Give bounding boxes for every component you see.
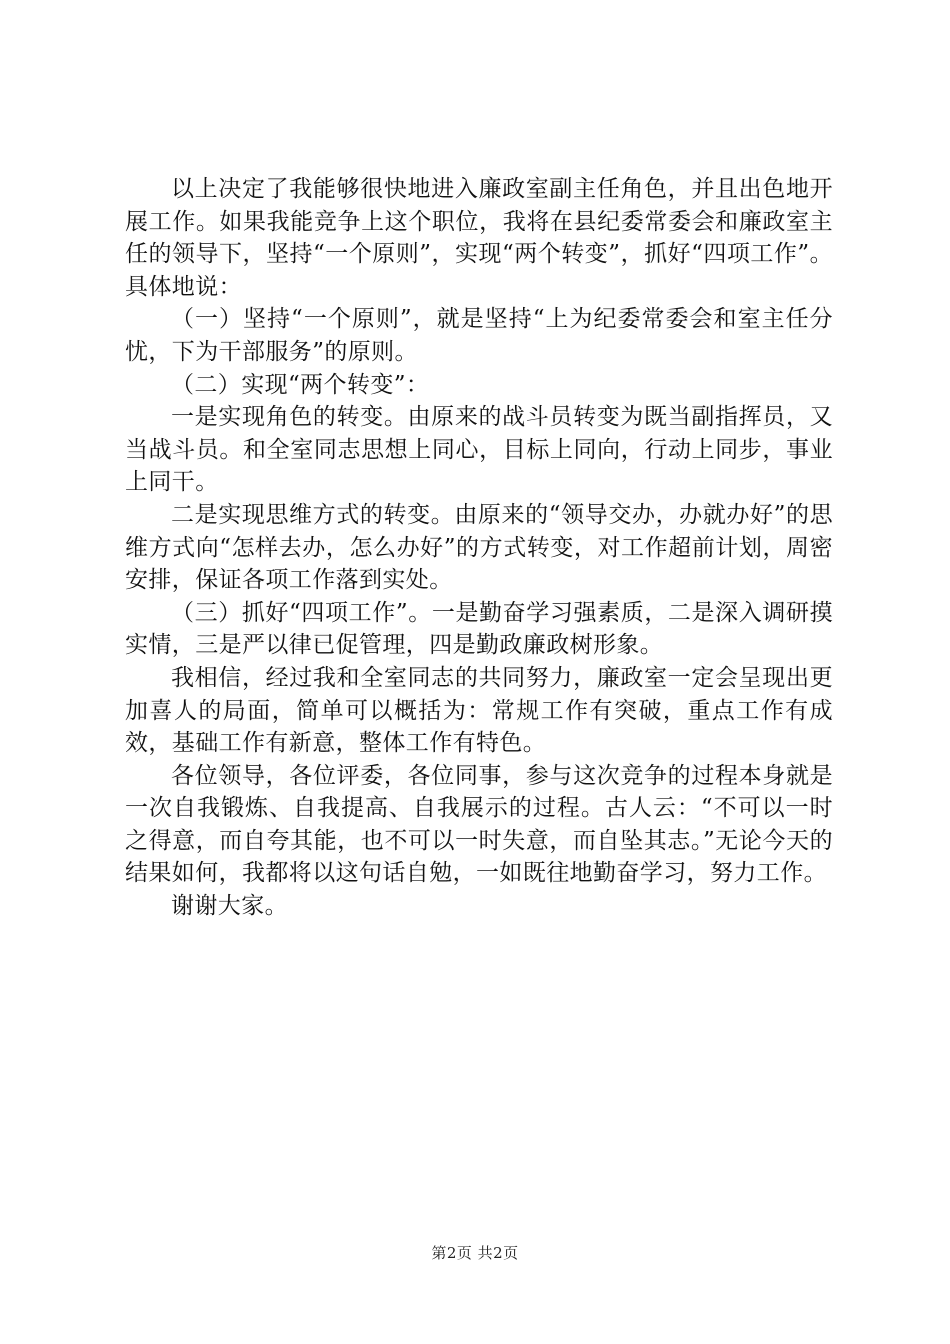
paragraph-thinking-change: 二是实现思维方式的转变。由原来的“领导交办，办就办好”的思维方式向“怎样去办，怎么办好”的方式转变，对工作超前计划，周密安排，保证各项工作落到实处。 bbox=[125, 501, 833, 594]
paragraph-four-tasks: （三）抓好“四项工作”。一是勤奋学习强素质，二是深入调研摸实情，三是严以律已促管理，四是勤政廉政树形象。 bbox=[125, 599, 833, 659]
paragraph-confidence: 我相信，经过我和全室同志的共同努力，廉政室一定会呈现出更加喜人的局面，简单可以概括为：常规工作有突破，重点工作有成效，基础工作有新意，整体工作有特色。 bbox=[125, 664, 833, 757]
paragraph-role-change: 一是实现角色的转变。由原来的战斗员转变为既当副指挥员，又当战斗员。和全室同志思想上同心，目标上同向，行动上同步，事业上同干。 bbox=[125, 404, 833, 496]
page-footer: 第2页 共2页 bbox=[431, 1244, 519, 1262]
paragraph-two-changes-heading: （二）实现“两个转变”： bbox=[171, 371, 430, 398]
document-body bbox=[125, 173, 833, 923]
paragraph-closing: 各位领导，各位评委，各位同事，参与这次竞争的过程本身就是一次自我锻炼、自我提高、自我展示的过程。古人云：“不可以一时之得意，而自夸其能，也不可以一时失意，而自坠其志。”无论今天的结果如何，我都将以这句话自勉，一如既往地勤奋学习，努力工作。 bbox=[125, 762, 833, 887]
paragraph-thanks: 谢谢大家。 bbox=[171, 893, 288, 920]
paragraph-principle: （一）坚持“一个原则”，就是坚持“上为纪委常委会和室主任分忧，下为干部服务”的原则。 bbox=[125, 306, 833, 365]
paragraph-intro: 以上决定了我能够很快地进入廉政室副主任角色，并且出色地开展工作。如果我能竞争上这个职位，我将在县纪委常委会和廉政室主任的领导下，坚持“一个原则”，实现“两个转变”，抓好“四项工作”。具体地说： bbox=[125, 176, 833, 300]
